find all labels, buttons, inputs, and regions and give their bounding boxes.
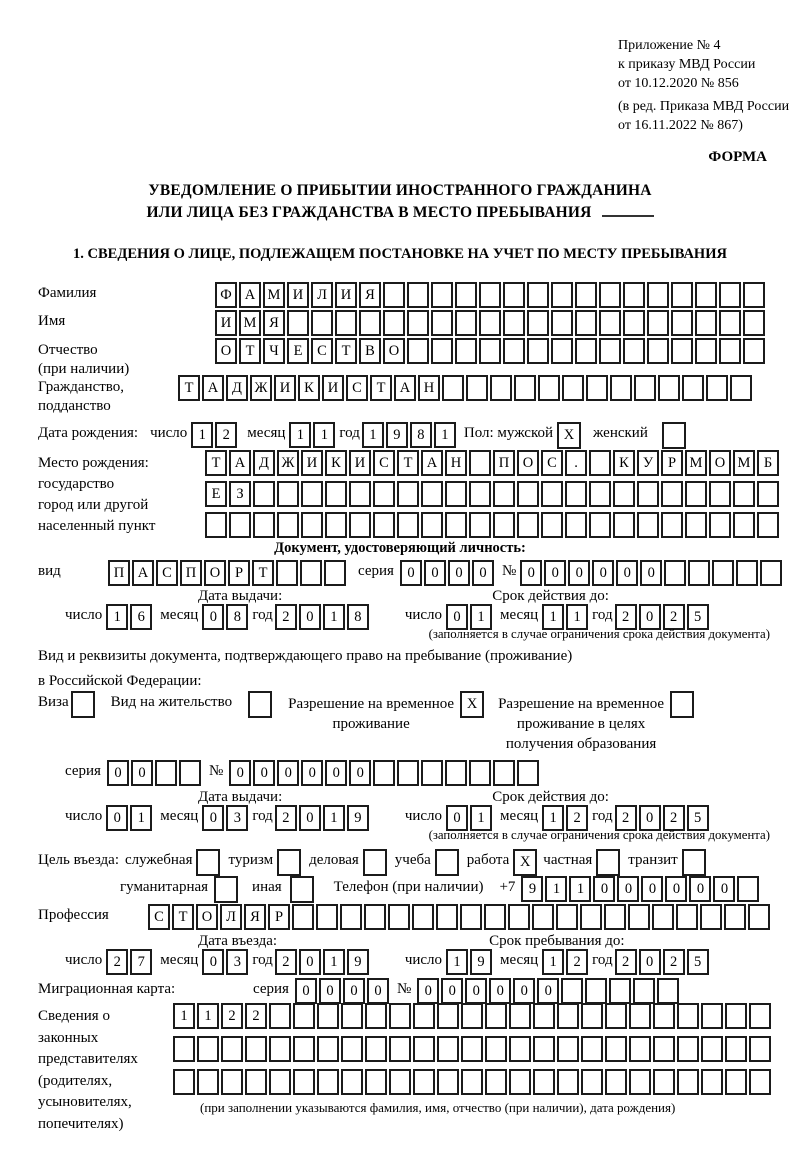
birth-place-input-row1[interactable]: Т А Д Ж И К И С Т А Н П О С . К У Р М О М Б	[205, 450, 779, 476]
residence-valid-day-input[interactable]: 0 1	[446, 805, 492, 831]
visa-label: Виза	[38, 694, 69, 710]
doc-restriction-note: (заполняется в случае ограничения срока действия документа)	[428, 627, 770, 641]
purpose-humanitarian-label: гуманитарная	[120, 879, 209, 895]
entry-date-heading: Дата въезда:	[198, 933, 278, 949]
stay-year-input[interactable]: 2 0 2 5	[615, 949, 709, 975]
doc-valid-heading: Срок действия до:	[492, 588, 609, 604]
purpose-private-checkbox[interactable]	[596, 849, 620, 876]
citizenship-row	[38, 375, 752, 416]
permit-checkbox[interactable]	[248, 691, 272, 718]
doc-issue-day-input[interactable]: 1 6	[106, 604, 152, 630]
stay-month-label: месяц	[500, 952, 539, 968]
purpose-business-label: деловая	[309, 852, 359, 868]
representatives-label-line: Сведения о	[38, 1008, 110, 1024]
revision-line: (в ред. Приказа МВД России	[618, 99, 790, 114]
entry-year-input[interactable]: 2 0 1 9	[275, 949, 369, 975]
purpose-row	[38, 849, 706, 876]
sex-label: Пол: мужской	[463, 425, 554, 441]
residence-issue-year-input[interactable]: 2 0 1 9	[275, 805, 369, 831]
purpose-private-label: частная	[543, 852, 593, 868]
representatives-label-line: попечителях)	[38, 1115, 124, 1132]
representatives-label-line: законных	[38, 1029, 99, 1046]
permit-label: Вид на жительство	[110, 694, 233, 710]
rvpo-label-line1: Разрешение на временное	[498, 696, 665, 712]
birth-day-label: число	[150, 425, 188, 441]
doc-kind-input[interactable]: П А С П О Р Т	[108, 560, 346, 586]
representatives-label-line: (родителях,	[38, 1072, 113, 1089]
page-title-line2	[0, 204, 800, 222]
birth-place-label-line: Место рождения:	[38, 455, 149, 471]
stay-year-label: год	[592, 952, 613, 968]
entry-month-label: месяц	[160, 952, 199, 968]
rvpo-label	[498, 691, 664, 754]
birth-month-input[interactable]: 1 1	[289, 422, 335, 448]
entry-month-input[interactable]: 0 3	[202, 949, 248, 975]
doc-issue-year-input[interactable]: 2 0 1 8	[275, 604, 369, 630]
purpose-label: Цель въезда:	[38, 852, 119, 868]
migration-card-series-label: серия	[253, 981, 289, 997]
residence-restriction-note: (заполняется в случае ограничения срока действия документа)	[428, 828, 770, 842]
doc-valid-day-input[interactable]: 0 1	[446, 604, 492, 630]
purpose-tourism-label: туризм	[228, 852, 274, 868]
citizenship-label-line2: подданство	[38, 398, 111, 414]
appendix-line: от 10.12.2020 № 856	[618, 76, 739, 91]
purpose-work-checkbox[interactable]: X	[513, 849, 537, 876]
representatives-note: (при заполнении указываются фамилия, имя, отчество (при наличии), дата рождения)	[200, 1100, 676, 1115]
representatives-label-line: усыновителях,	[38, 1094, 132, 1110]
birth-month-label: месяц	[247, 425, 286, 441]
purpose-other-label: иная	[252, 879, 282, 895]
sex-female-label: женский	[593, 425, 648, 441]
citizenship-label-line1: Гражданство,	[38, 379, 125, 395]
residence-intro2: в Российской Федерации:	[38, 673, 202, 689]
residence-valid-heading: Срок действия до:	[492, 789, 609, 805]
phone-input[interactable]: 9 1 1 0 0 0 0 0 0	[521, 876, 759, 902]
identity-doc-heading: Документ, удостоверяющий личность:	[274, 540, 526, 556]
residence-issue-month-input[interactable]: 0 3	[202, 805, 248, 831]
birth-place-label-line: населенный пункт	[38, 518, 156, 534]
birth-place-label-line: государство	[38, 476, 115, 492]
patronymic-label-line2: (при наличии)	[38, 361, 130, 377]
residence-series-row	[65, 760, 539, 786]
purpose-other-checkbox[interactable]	[290, 876, 314, 903]
rvp-checkbox[interactable]: X	[460, 691, 484, 718]
doc-number-label: №	[501, 563, 517, 579]
stay-until-heading: Срок пребывания до:	[489, 933, 625, 949]
purpose-study-checkbox[interactable]	[435, 849, 459, 876]
doc-issue-day-label: число	[65, 607, 103, 623]
section1-heading: 1. СВЕДЕНИЯ О ЛИЦЕ, ПОДЛЕЖАЩЕМ ПОСТАНОВКЕ НА УЧЕТ ПО МЕСТУ ПРЕБЫВАНИЯ	[73, 246, 727, 262]
patronymic-input[interactable]: О Т Ч Е С Т В О	[215, 338, 765, 364]
purpose-humanitarian-checkbox[interactable]	[214, 876, 238, 903]
appendix-line: Приложение № 4	[618, 38, 721, 53]
patronymic-label-line1: Отчество	[38, 342, 98, 358]
representatives-input-row1[interactable]: 1 1 2 2	[173, 1003, 771, 1029]
birth-day-input[interactable]: 1 2	[191, 422, 237, 448]
birth-year-label: год	[339, 425, 360, 441]
doc-valid-month-label: месяц	[500, 607, 539, 623]
phone-prefix: +7	[499, 879, 516, 895]
purpose-row2	[120, 876, 759, 903]
profession-row	[38, 904, 770, 930]
revision-line: от 16.11.2022 № 867)	[618, 118, 743, 133]
citizenship-label	[38, 375, 178, 416]
purpose-study-label: учеба	[394, 852, 431, 868]
residence-issue-day-label: число	[65, 808, 103, 824]
residence-series-label: серия	[65, 763, 101, 779]
doc-valid-year-label: год	[592, 607, 613, 623]
appendix-note	[618, 36, 789, 135]
rvp-label-line1: Разрешение на временное	[288, 696, 455, 712]
migration-card-label: Миграционная карта:	[38, 981, 176, 997]
doc-issue-month-input[interactable]: 0 8	[202, 604, 248, 630]
surname-input[interactable]: Ф А М И Л И Я	[215, 282, 765, 308]
doc-valid-day-label: число	[404, 607, 443, 623]
residence-number-input[interactable]: 0 0 0 0 0 0	[229, 760, 539, 786]
birth-place-block	[38, 450, 779, 538]
representatives-input-row2[interactable]	[173, 1036, 771, 1062]
birth-date-row	[38, 422, 686, 449]
stay-month-input[interactable]: 1 2	[542, 949, 588, 975]
purpose-transit-label: транзит	[628, 852, 678, 868]
entry-year-label: год	[252, 952, 273, 968]
doc-issue-month-label: месяц	[160, 607, 199, 623]
phone-label: Телефон (при наличии)	[333, 879, 484, 895]
name-input[interactable]: И М Я	[215, 310, 765, 336]
doc-series-input[interactable]: 0 0 0 0	[400, 560, 494, 586]
birth-place-label-line: город или другой	[38, 497, 149, 513]
doc-series-label: серия	[358, 563, 394, 579]
birth-place-input-row3[interactable]	[205, 512, 779, 538]
rvpo-label-line3: получения образования	[505, 736, 657, 752]
representatives-grid	[173, 1003, 771, 1095]
residence-intro1: Вид и реквизиты документа, подтверждающего право на пребывание (проживание)	[38, 648, 573, 664]
rvpo-label-line2: проживание в целях	[516, 716, 646, 732]
entry-dates-row	[65, 949, 709, 975]
sex-male-checkbox[interactable]: X	[557, 422, 581, 449]
citizenship-input[interactable]: Т А Д Ж И К И С Т А Н	[178, 375, 752, 401]
purpose-tourism-checkbox[interactable]	[277, 849, 301, 876]
birth-place-grid	[205, 450, 779, 538]
profession-input[interactable]: С Т О Л Я Р	[148, 904, 770, 930]
residence-valid-year-input[interactable]: 2 0 2 5	[615, 805, 709, 831]
residence-issue-month-label: месяц	[160, 808, 199, 824]
residence-valid-month-input[interactable]: 1 2	[542, 805, 588, 831]
doc-issue-heading: Дата выдачи:	[198, 588, 283, 604]
birth-place-input-row2[interactable]: Е З	[205, 481, 779, 507]
representatives-label-line: представителях	[38, 1051, 138, 1067]
stay-day-input[interactable]: 1 9	[446, 949, 492, 975]
identity-doc-date-headings	[38, 588, 609, 605]
doc-valid-month-input[interactable]: 1 1	[542, 604, 588, 630]
rvpo-checkbox[interactable]	[670, 691, 694, 718]
migration-card-number-input[interactable]: 0 0 0 0 0 0	[417, 978, 679, 1004]
residence-date-headings	[38, 789, 609, 806]
residence-number-label: №	[208, 763, 224, 779]
doc-kind-label: вид	[38, 563, 61, 579]
sex-female-checkbox[interactable]	[662, 422, 686, 449]
visa-checkbox[interactable]	[71, 691, 95, 718]
patronymic-label	[38, 338, 215, 379]
entry-date-headings	[38, 933, 625, 950]
birth-place-label	[38, 450, 205, 537]
representatives-label	[38, 1003, 173, 1135]
birth-date-label: Дата рождения:	[38, 425, 139, 441]
title-blank-underline	[602, 204, 654, 217]
birth-year-input[interactable]: 1 9 8 1	[362, 422, 456, 448]
page-title-line1: УВЕДОМЛЕНИЕ О ПРИБЫТИИ ИНОСТРАННОГО ГРАЖДАНИНА	[148, 182, 652, 199]
stay-day-label: число	[404, 952, 443, 968]
purpose-work-label: работа	[466, 852, 510, 868]
residence-valid-day-label: число	[404, 808, 443, 824]
purpose-transit-checkbox[interactable]	[682, 849, 706, 876]
identity-doc-row	[38, 560, 782, 586]
migration-card-number-label: №	[396, 981, 412, 997]
migration-card-row	[38, 978, 679, 1004]
doc-valid-year-input[interactable]: 2 0 2 5	[615, 604, 709, 630]
name-label: Имя	[38, 313, 66, 329]
residence-valid-year-label: год	[592, 808, 613, 824]
residence-series-input[interactable]: 0 0	[107, 760, 201, 786]
doc-number-input[interactable]: 0 0 0 0 0 0	[520, 560, 782, 586]
appendix-line: к приказу МВД России	[618, 57, 756, 72]
surname-label: Фамилия	[38, 285, 97, 301]
patronymic-row	[38, 338, 765, 379]
page-title-line2-text: ИЛИ ЛИЦА БЕЗ ГРАЖДАНСТВА В МЕСТО ПРЕБЫВАНИЯ	[146, 204, 592, 221]
residence-issue-year-label: год	[252, 808, 273, 824]
surname-row	[38, 282, 765, 308]
purpose-business-checkbox[interactable]	[363, 849, 387, 876]
residence-valid-month-label: месяц	[500, 808, 539, 824]
migration-card-series-input[interactable]: 0 0 0 0	[295, 978, 389, 1004]
profession-label: Профессия	[38, 907, 109, 923]
form-word: ФОРМА	[708, 149, 767, 165]
residence-issue-heading: Дата выдачи:	[198, 789, 283, 805]
doc-issue-year-label: год	[252, 607, 273, 623]
residence-issue-day-input[interactable]: 0 1	[106, 805, 152, 831]
rvp-label-line2: проживание	[332, 716, 410, 732]
purpose-official-checkbox[interactable]	[196, 849, 220, 876]
representatives-input-row3[interactable]	[173, 1069, 771, 1095]
purpose-official-label: служебная	[124, 852, 193, 868]
rvp-label	[288, 691, 454, 734]
entry-day-label: число	[65, 952, 103, 968]
name-row	[38, 310, 765, 336]
residence-options-row	[38, 691, 694, 754]
entry-day-input[interactable]: 2 7	[106, 949, 152, 975]
